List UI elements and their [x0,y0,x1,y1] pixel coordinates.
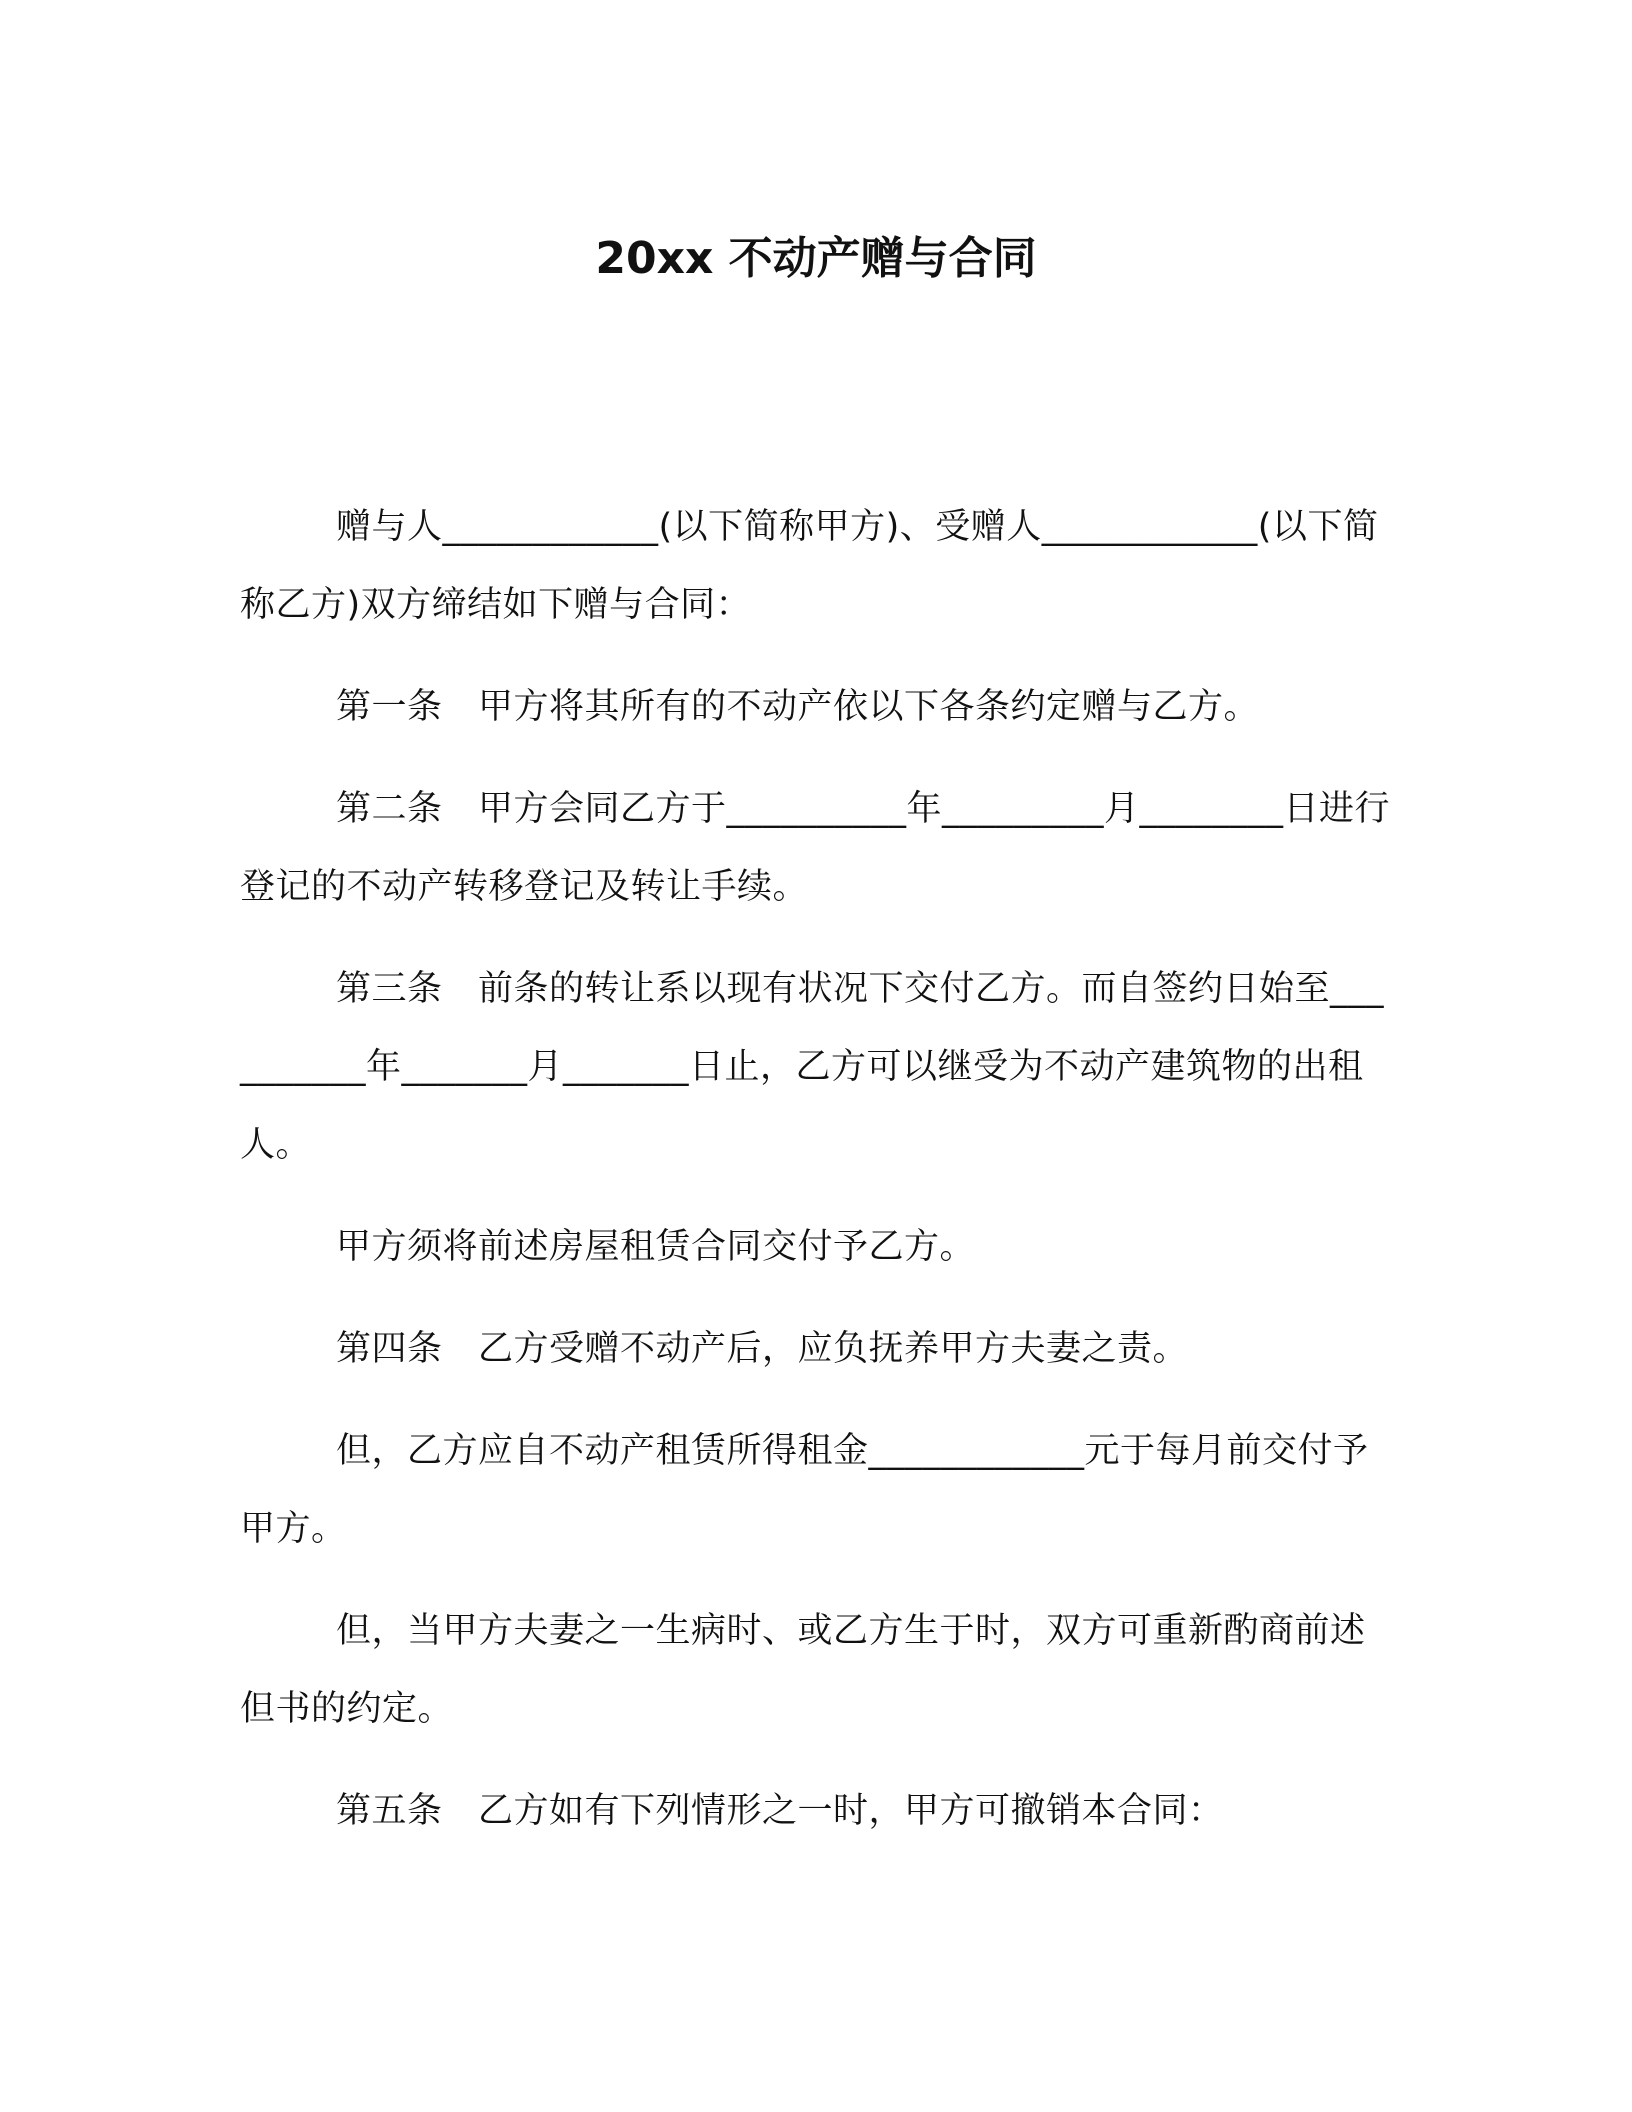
paragraph-parties: 赠与人____________(以下简称甲方)、受赠人____________(以下简称乙方)双方缔结如下赠与合同： [240,507,1379,625]
paragraph-article-5: 第五条 乙方如有下列情形之一时，甲方可撤销本合同： [336,1791,1224,1831]
paragraph-article-4: 第四条 乙方受赠不动产后，应负抚养甲方夫妻之责。 [336,1329,1189,1369]
paragraph-rent-proviso: 但，乙方应自不动产租赁所得租金____________元于每月前交付予甲方。 [240,1431,1369,1549]
paragraph-renegotiation-proviso: 但，当甲方夫妻之一生病时、或乙方生于时，双方可重新酌商前述但书的约定。 [240,1611,1366,1729]
paragraph-lease-handover: 甲方须将前述房屋租赁合同交付予乙方。 [336,1227,976,1267]
paragraph-article-1: 第一条 甲方将其所有的不动产依以下各条约定赠与乙方。 [336,687,1260,727]
paragraph-article-3: 第三条 前条的转让系以现有状况下交付乙方。而自签约日始至__________年_______月_______日止，乙方可以继受为不动产建筑物的出租人。 [240,969,1385,1165]
document-title: 20xx 不动产赠与合同 [595,233,1037,284]
paragraph-article-2: 第二条 甲方会同乙方于__________年_________月________日进行登记的不动产转移登记及转让手续。 [240,789,1391,907]
document-body [240,488,1392,1874]
